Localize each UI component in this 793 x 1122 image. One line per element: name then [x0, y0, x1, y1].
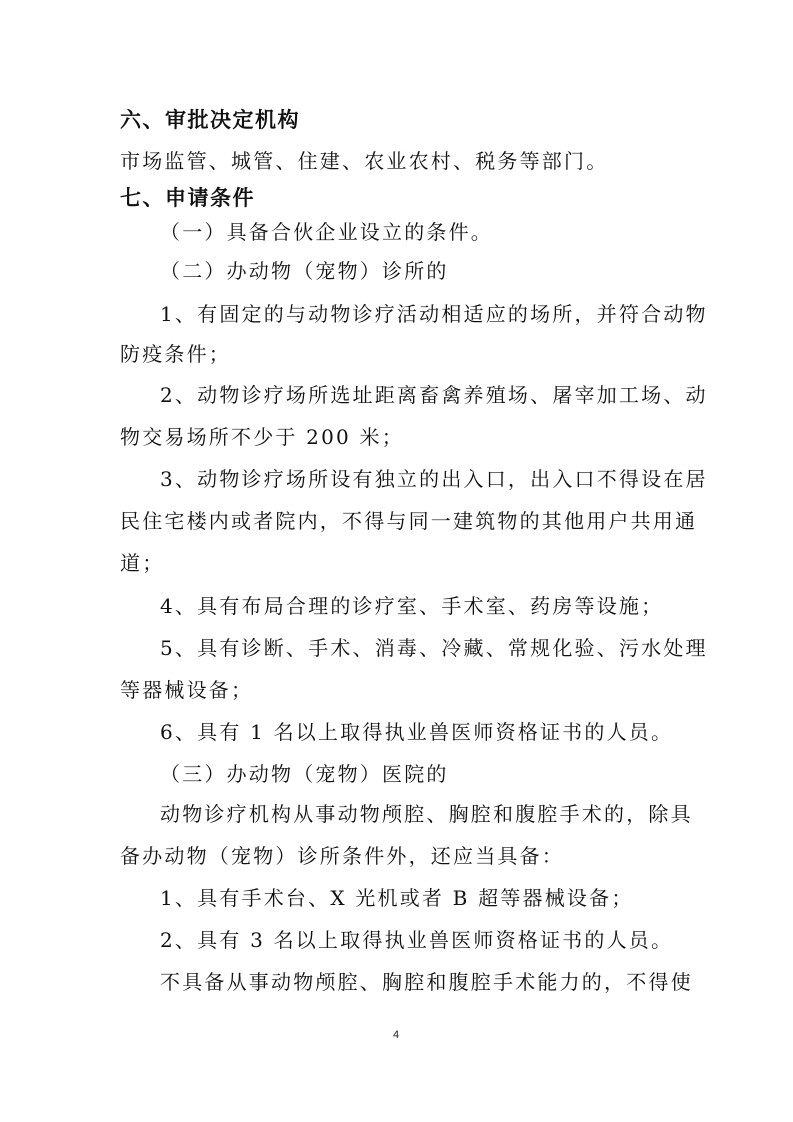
clinic-item-5-line-2: 等器械设备； [120, 678, 254, 702]
clinic-item-2-line-2: 物交易场所不少于 200 米； [120, 425, 404, 449]
section-6-body: 市场监管、城管、住建、农业农村、税务等部门。 [120, 149, 609, 173]
section-6-heading: 六、审批决定机构 [120, 108, 300, 132]
subsection-1: （一）具备合伙企业设立的条件。 [160, 220, 493, 244]
clinic-item-2-line-1: 2、动物诊疗场所选址距离畜禽养殖场、屠宰加工场、动 [160, 383, 708, 407]
subsection-2: （二）办动物（宠物）诊所的 [160, 259, 449, 283]
section-7-heading: 七、申请条件 [120, 186, 255, 210]
hospital-item-1: 1、具有手术台、X 光机或者 B 超等器械设备； [160, 886, 634, 910]
clinic-item-1-line-2: 防疫条件； [120, 342, 231, 366]
hospital-paragraph-line-2: 备办动物（宠物）诊所条件外，还应当具备： [120, 844, 564, 868]
hospital-paragraph-line-1: 动物诊疗机构从事动物颅腔、胸腔和腹腔手术的，除具 [160, 802, 693, 826]
clinic-item-6: 6、具有 1 名以上取得执业兽医师资格证书的人员。 [160, 720, 674, 744]
clinic-item-3-line-1: 3、动物诊疗场所设有独立的出入口，出入口不得设在居 [160, 467, 708, 491]
clinic-item-5-line-1: 5、具有诊断、手术、消毒、冷藏、常规化验、污水处理 [160, 636, 708, 660]
clinic-item-1-line-1: 1、有固定的与动物诊疗活动相适应的场所，并符合动物 [160, 302, 708, 326]
clinic-item-3-line-2: 民住宅楼内或者院内，不得与同一建筑物的其他用户共用通 [120, 509, 698, 533]
closing-paragraph-line: 不具备从事动物颅腔、胸腔和腹腔手术能力的，不得使 [160, 970, 693, 994]
clinic-item-3-line-3: 道； [120, 551, 165, 575]
clinic-item-4: 4、具有布局合理的诊疗室、手术室、药房等设施； [160, 594, 664, 618]
hospital-item-2: 2、具有 3 名以上取得执业兽医师资格证书的人员。 [160, 928, 674, 952]
subsection-3: （三）办动物（宠物）医院的 [160, 762, 449, 786]
page-number: 4 [393, 1029, 400, 1041]
